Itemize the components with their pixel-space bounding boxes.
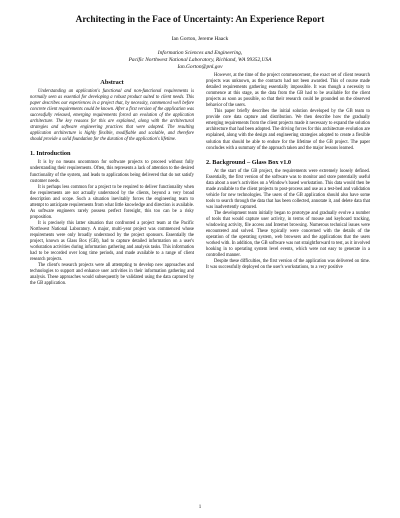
abstract-text: Understanding an application's functional and non-functional requirements is normally seen as essential for developing a robust product suited to client needs. This paper describes our experiences in a project that, by necessity, commenced well before concrete client requirements could be known. After a first version of the application was successfully released, emerging requirements forced an evolution of the application architecture. The key reasons for this are explained, along with the architectural strategies and software engineering practices that were adopted. The resulting application architecture is highly flexible, modifiable and scalable, and therefore should provide a solid foundation for the duration of the application's lifetime. <box>30 89 194 143</box>
paragraph: Despite these difficulties, the first version of the application was delivered on time. It was successfully deployed on the user's workstations, to a very positive <box>206 259 370 271</box>
paragraph: It is by no means uncommon for software projects to proceed without fully understanding their requirements. Often, this represents a lack of attention to the desired functionality of the system, and leads to applications being delivered that do not satisfy customer needs. <box>30 160 194 184</box>
paragraph: It is precisely this latter situation that confronted a project team at the Pacific Northwest National Laboratory. A major, multi-year project was commenced whose requirements were only broadly understood by the project sponsors. Essentially the project, known as Glass Box (GB), had to capture detailed information on a user's workstation activities during information gathering and analysis tasks. This information had to be recorded over long time periods, and made available to a range of client research projects. <box>30 220 194 263</box>
paragraph: However, at the time of the project commencement, the exact set of client research projects was unknown, as the contracts had not been awarded. This of course made detailed requirements gathering essentially impossible. It was though a necessity to commence at this stage, as the data from the GB had to be available for the client projects as soon as possible, so that their research could be grounded on the observed behavior of the users. <box>206 73 370 109</box>
paragraph: It is perhaps less common for a project to be required to deliver functionality when the requirements are not actually understood by the clients, beyond a very broad description and scope. Such a situation inevitably forces the engineering team to attempt to anticipate requirements from what little knowledge and direction is available. As software engineers rarely possess perfect foresight, this too can be a risky proposition. <box>30 184 194 220</box>
author-affiliation <box>30 50 370 71</box>
paragraph: This paper briefly describes the initial solution developed by the GB team to provide core data capture and distribution. We then describe how the gradually emerging requirements from the client projects made it necessary to expand the solution architecture that had been adopted. The driving forces for this architecture evolution are explained, along with the design and engineering strategies adopted to create a flexible solution that should be able to endure for the lifetime of the GB project. The paper concludes with a summary of the approach taken and the major lessons learned. <box>206 109 370 151</box>
affiliation-line-2: Pacific Northwest National Laboratory, Richland, WA 99352,USA <box>128 57 272 63</box>
paper-title: Architecting in the Face of Uncertainty: An Experience Report <box>75 15 325 25</box>
two-column-body <box>30 73 370 287</box>
author-email: Ian.Gorton@pnl.gov <box>177 64 223 70</box>
paragraph: The client's research projects were all attempting to develop new approaches and technologies to support and enhance user activities in their information gathering and analysis. These approaches would subsequently be validated using the data captured by the GB application. <box>30 263 194 287</box>
page-number: 1 <box>198 505 202 510</box>
abstract-heading: Abstract <box>100 79 124 86</box>
paragraph: The development team initially began to prototype and gradually evolve a number of tools that would capture user activity, in terms of mouse and keyboard tracking, windowing activity, file access and Internet browsing. Numerous technical issues were encountered and solved. These typically were concerned with the details of the operation of the operating system, web browsers and the applications that the users worked with. In addition, the GB software was not straightforward to test, as it involved hooking in to operating system level events, which were not easy to generate in a controlled manner. <box>206 210 370 259</box>
paragraph: At the start of the GB project, the requirements were extremely loosely defined. Essentially, the first version of the software was to monitor and store potentially useful data about a user's activities on a Window's based workstation. This data would then be made available to the client projects to post-process and use as a test-bed and validation vehicle for new technologies. The users of the GB application should also have some tools to search through the data that has been collected, annotate it, and delete data that was inadvertently captured. <box>206 168 370 210</box>
left-column <box>30 79 194 287</box>
section-heading-background: 2. Background – Glass Box v1.0 <box>206 158 292 166</box>
right-column <box>206 73 370 287</box>
affiliation-line-1: Information Sciences and Engineering, <box>157 50 243 56</box>
section-heading-introduction: 1. Introduction <box>30 150 71 158</box>
paper-authors: Ian Gorton, Jereme Haack <box>171 36 229 42</box>
